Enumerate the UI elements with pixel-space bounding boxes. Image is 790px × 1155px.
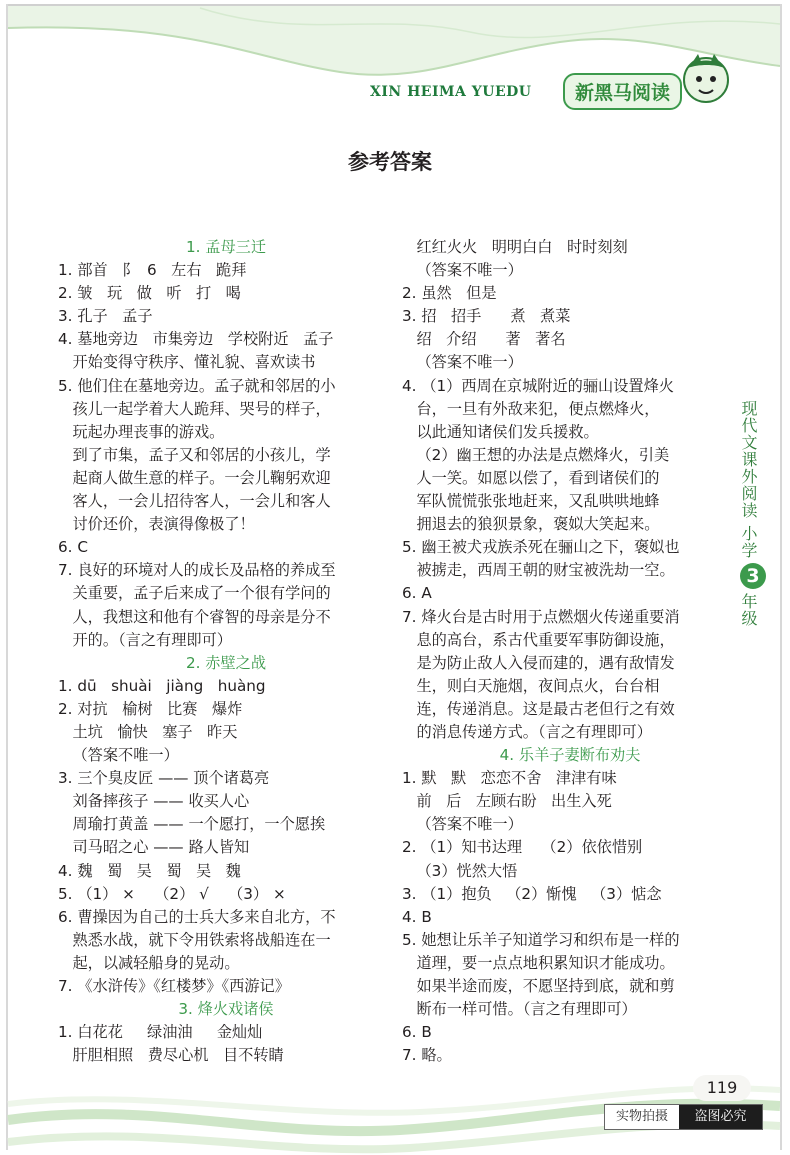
frame-left-line xyxy=(6,4,8,1150)
stamp-left-text: 实物拍摄 xyxy=(615,1109,668,1124)
answer-line: 绍 介绍 著 著名 xyxy=(402,330,566,349)
page-number: 119 xyxy=(693,1075,751,1101)
answer-line: 4. 魏 蜀 吴 蜀 吴 魏 xyxy=(58,861,241,880)
mascot-horse-icon xyxy=(676,50,736,112)
answer-line: 土坑 愉快 塞子 昨天 xyxy=(58,722,238,741)
answer-line: 息的高台，系古代重要军事防御设施， xyxy=(402,630,675,649)
answer-line: 人一笑。如愿以偿了，看到诸侯们的 xyxy=(402,468,660,487)
answer-line: 道理，要一点点地积累知识才能成功。 xyxy=(402,953,675,972)
answer-line: 5. 他们住在墓地旁边。孟子就和邻居的小 xyxy=(58,376,336,395)
answer-line: 司马昭之心 —— 路人皆知 xyxy=(58,838,250,857)
answer-line: 红红火火 明明白白 时时刻刻 xyxy=(402,238,628,256)
answer-line: 3. （1）抱负 （2）惭愧 （3）惦念 xyxy=(402,884,662,903)
answer-line: 3. 孔子 孟子 xyxy=(58,307,153,326)
series-name-pinyin: XIN HEIMA YUEDU xyxy=(370,84,532,100)
answer-line: （答案不唯一） xyxy=(402,815,523,834)
answer-line: 开始变得守秩序、懂礼貌、喜欢读书 xyxy=(58,353,316,372)
series-logo: 新黑马阅读 xyxy=(563,73,682,110)
answer-line: 肝胆相照 费尽心机 目不转睛 xyxy=(58,1046,284,1065)
answer-line: 是为防止敌人入侵而建的，遇有敌情发 xyxy=(402,653,675,672)
answer-line: 6. A xyxy=(402,584,432,603)
answer-line: 2. （1）知书达理 （2）依依惜别 xyxy=(402,838,643,857)
answer-line: 2. 对抗 榆树 比赛 爆炸 xyxy=(58,699,243,718)
answer-line: 的消息传递方式。（言之有理即可） xyxy=(402,722,652,741)
answer-line: 起商人做生意的样子。一会儿鞠躬欢迎 xyxy=(58,468,331,487)
section-heading: 4. 乐羊子妻断布劝夫 xyxy=(499,746,641,765)
answer-line: 4. 墓地旁边 市集旁边 学校附近 孟子 xyxy=(58,330,334,349)
watermark-stamp xyxy=(604,1104,763,1130)
answer-line: 起，以减轻船身的晃动。 xyxy=(58,953,240,972)
answer-line: 孩儿一起学着大人跪拜、哭号的样子， xyxy=(58,399,331,418)
answer-line: 关重要，孟子后来成了一个很有学问的 xyxy=(58,584,331,603)
section-heading: 1. 孟母三迁 xyxy=(185,238,267,256)
answer-line: 5. 她想让乐羊子知道学习和织布是一样的 xyxy=(402,930,680,949)
answer-line: 刘备摔孩子 —— 收买人心 xyxy=(58,792,250,811)
answer-line: （2）幽王想的办法是点燃烽火，引美 xyxy=(402,445,670,464)
grade-unit: 年级 xyxy=(739,593,758,627)
answer-line: 熟悉水战，就下令用铁索将战船连在一 xyxy=(58,930,331,949)
answer-line: 4. B xyxy=(402,907,432,926)
answer-line: 周瑜打黄盖 —— 一个愿打，一个愿挨 xyxy=(58,815,326,834)
answer-line: 人，我想这和他有个睿智的母亲是分不 xyxy=(58,607,331,626)
answer-line: （答案不唯一） xyxy=(402,261,523,280)
answer-line: 军队慌慌张张地赶来，又乱哄哄地蜂 xyxy=(402,492,660,511)
answer-line: 1. dū shuài jiàng huàng xyxy=(58,676,266,695)
answer-line: 连，传递消息。这是最古老但行之有效 xyxy=(402,699,675,718)
answer-line: （答案不唯一） xyxy=(58,746,179,765)
answer-line: 5. （1） × （2） √ （3） × xyxy=(58,884,286,903)
answer-line: 2. 虽然 但是 xyxy=(402,284,497,303)
answer-line: 5. 幽王被犬戎族杀死在骊山之下，褒姒也 xyxy=(402,538,680,557)
answer-line: 6. 曹操因为自己的士兵大多来自北方，不 xyxy=(58,907,336,926)
answer-line: 被掳走，西周王朝的财宝被洗劫一空。 xyxy=(402,561,675,580)
stamp-right-text: 盗图必究 xyxy=(679,1105,762,1129)
answer-line: 1. 白花花 绿油油 金灿灿 xyxy=(58,1023,263,1042)
answers-left-column xyxy=(58,236,394,1067)
answer-line: 7. 良好的环境对人的成长及品格的养成至 xyxy=(58,561,336,580)
section-heading: 3. 烽火戏诸侯 xyxy=(178,1000,274,1019)
answer-line: 台，一旦有外敌来犯，便点燃烽火， xyxy=(402,399,660,418)
section-heading: 2. 赤壁之战 xyxy=(185,653,267,672)
frame-right-line xyxy=(780,4,782,1150)
answer-line: 以此通知诸侯们发兵援救。 xyxy=(402,422,599,441)
answer-line: （3）恍然大悟 xyxy=(402,861,518,880)
answer-line: 2. 皱 玩 做 听 打 喝 xyxy=(58,284,241,303)
side-label-title: 现代文课外阅读 xyxy=(739,400,758,519)
answer-line: 1. 默 默 恋恋不舍 津津有味 xyxy=(402,769,617,788)
answer-line: 4. （1）西周在京城附近的骊山设置烽火 xyxy=(402,376,674,395)
top-wave-decoration xyxy=(0,0,790,130)
answer-line: 断布一样可惜。（言之有理即可） xyxy=(402,1000,637,1019)
answer-line: 讨价还价，表演得像极了！ xyxy=(58,515,255,534)
answers-right-column xyxy=(402,236,738,1067)
side-label xyxy=(737,400,777,627)
side-label-level: 小学 xyxy=(739,525,758,559)
answer-line: 开的。（言之有理即可） xyxy=(58,630,232,649)
answer-line: 3. 招 招手 煮 煮菜 xyxy=(402,307,571,326)
answer-line: 7. 《水浒传》《红楼梦》《西游记》 xyxy=(58,977,290,995)
answer-line: 前 后 左顾右盼 出生入死 xyxy=(402,792,612,811)
answer-line: 3. 三个臭皮匠 —— 顶个诸葛亮 xyxy=(58,769,270,788)
answer-line: 生，则白天施烟，夜间点火，台台相 xyxy=(402,676,660,695)
answer-line: （答案不唯一） xyxy=(402,353,523,372)
page-title: 参考答案 xyxy=(348,150,432,174)
answer-line: 6. C xyxy=(58,538,88,557)
answer-line: 到了市集，孟子又和邻居的小孩儿，学 xyxy=(58,445,331,464)
answer-line: 如果半途而废，不愿坚持到底，就和剪 xyxy=(402,977,675,995)
answer-line: 7. 烽火台是古时用于点燃烟火传递重要消 xyxy=(402,607,680,626)
answer-line: 拥退去的狼狈景象，褒姒大笑起来。 xyxy=(402,515,660,534)
grade-badge: 3 xyxy=(740,563,766,589)
answer-line: 6. B xyxy=(402,1023,432,1042)
frame-top-line xyxy=(6,4,782,6)
answer-line: 玩起办理丧事的游戏。 xyxy=(58,422,225,441)
answer-line: 1. 部首 阝 6 左右 跪拜 xyxy=(58,261,247,280)
answer-line: 客人，一会儿招待客人，一会儿和客人 xyxy=(58,492,331,511)
answer-line: 7. 略。 xyxy=(402,1046,452,1065)
